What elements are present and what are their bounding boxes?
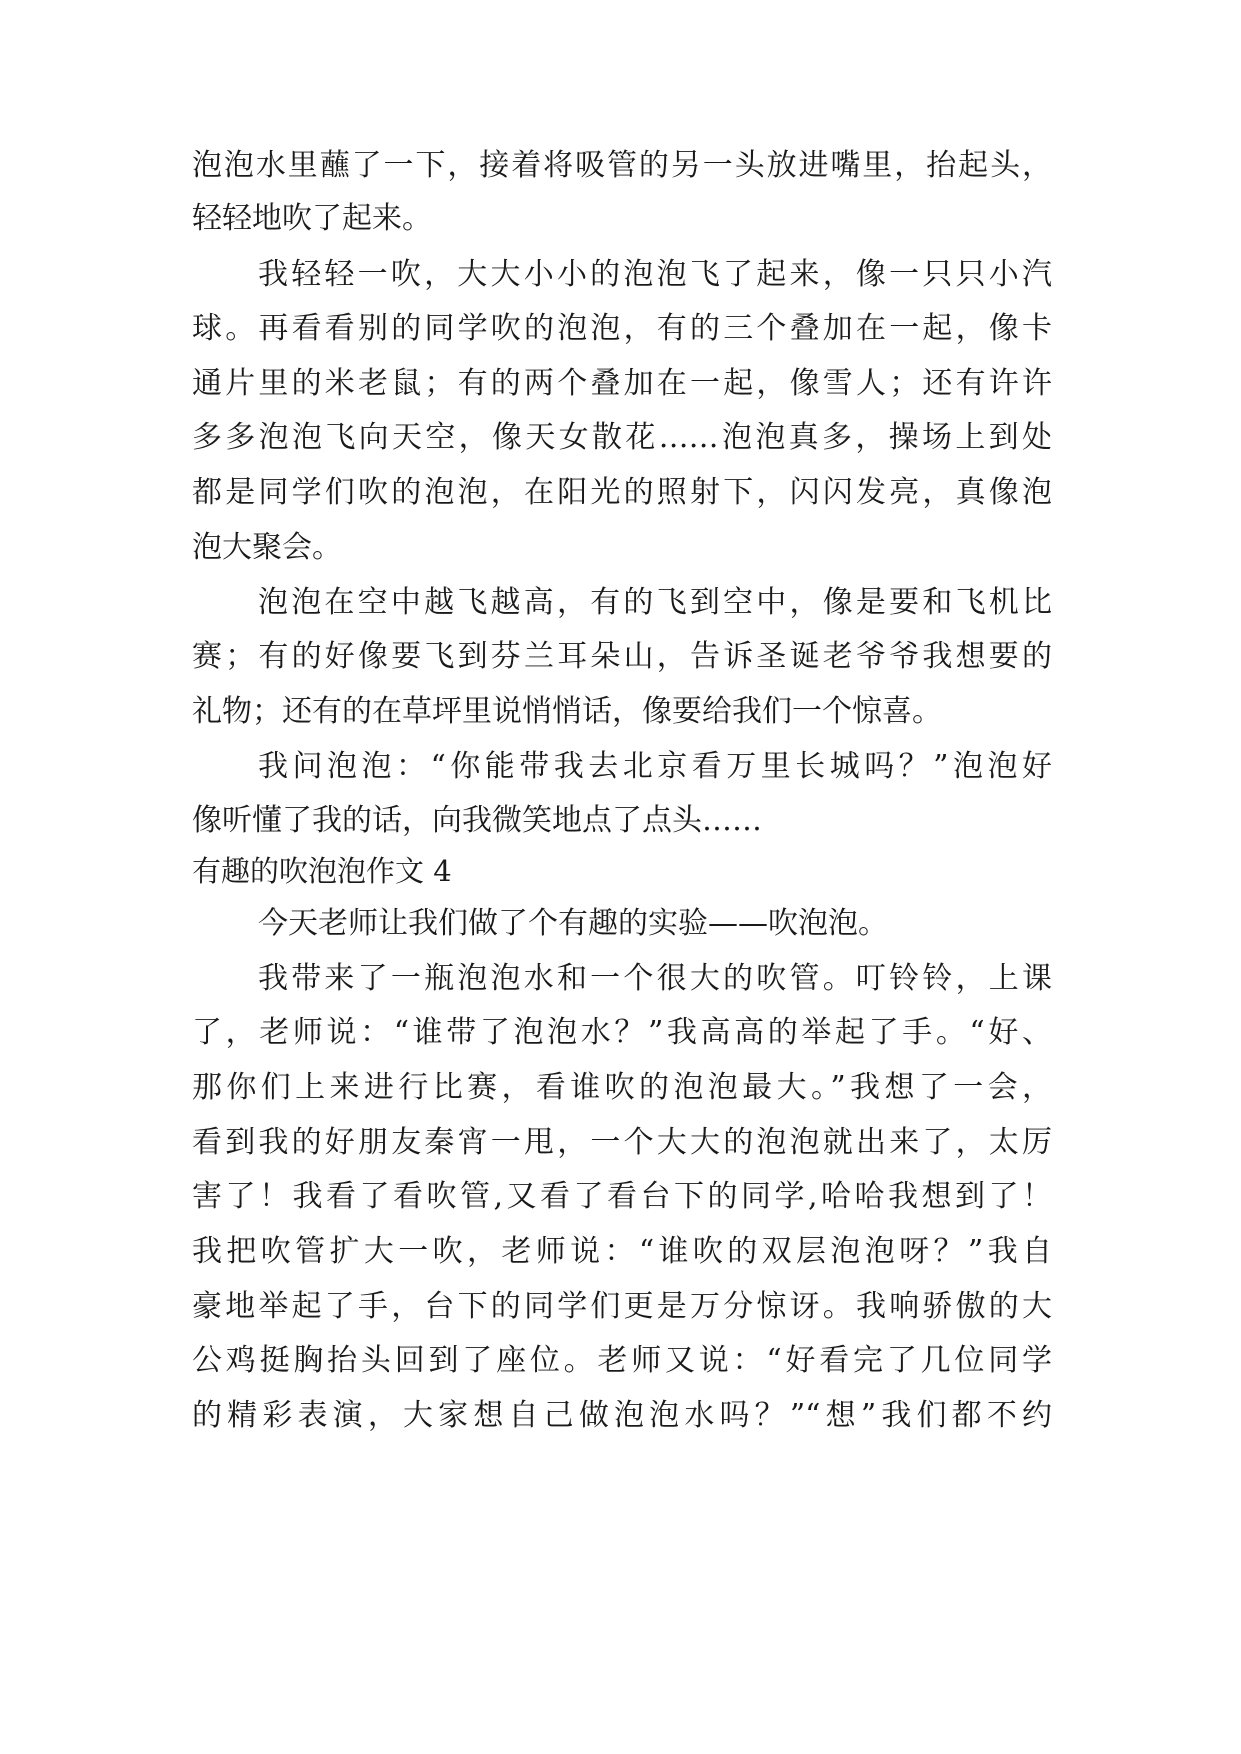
paragraph-line: 泡大聚会。 [192,530,342,565]
paragraph-line: 了，老师说：“谁带了泡泡水？”我高高的举起了手。“好、 [192,1015,1052,1050]
paragraph-line: 通片里的米老鼠；有的两个叠加在一起，像雪人；还有许许 [192,366,1052,401]
paragraph-line: 都是同学们吹的泡泡，在阳光的照射下，闪闪发亮，真像泡 [192,475,1052,510]
paragraph-line: 赛；有的好像要飞到芬兰耳朵山，告诉圣诞老爷爷我想要的 [192,639,1052,674]
paragraph-line: 像听懂了我的话，向我微笑地点了点头…… [192,803,762,838]
paragraph-line: 豪地举起了手，台下的同学们更是万分惊讶。我响骄傲的大 [192,1289,1052,1324]
section-heading: 有趣的吹泡泡作文 4 [192,854,452,888]
paragraph-line: 那你们上来进行比赛，看谁吹的泡泡最大。”我想了一会， [192,1070,1052,1105]
paragraph-line: 多多泡泡飞向天空，像天女散花……泡泡真多，操场上到处 [192,420,1052,455]
paragraph-line: 的精彩表演，大家想自己做泡泡水吗？”“想”我们都不约 [192,1398,1052,1433]
paragraph-line: 我问泡泡：“你能带我去北京看万里长城吗？”泡泡好 [258,749,1052,784]
paragraph-line: 害了！我看了看吹管,又看了看台下的同学,哈哈我想到了！ [192,1179,1052,1214]
paragraph-line: 看到我的好朋友秦宵一甩，一个大大的泡泡就出来了，太厉 [192,1125,1052,1160]
paragraph-line: 礼物；还有的在草坪里说悄悄话，像要给我们一个惊喜。 [192,694,942,729]
paragraph-line: 轻轻地吹了起来。 [192,201,432,236]
paragraph-line: 泡泡在空中越飞越高，有的飞到空中，像是要和飞机比 [258,585,1052,620]
paragraph-line: 泡泡水里蘸了一下，接着将吸管的另一头放进嘴里，抬起头， [192,148,1052,183]
paragraph-line: 我带来了一瓶泡泡水和一个很大的吹管。叮铃铃，上课 [258,961,1052,996]
paragraph-line: 我把吹管扩大一吹，老师说：“谁吹的双层泡泡呀？”我自 [192,1234,1052,1269]
paragraph-line: 今天老师让我们做了个有趣的实验——吹泡泡。 [258,906,888,941]
paragraph-line: 我轻轻一吹，大大小小的泡泡飞了起来，像一只只小汽 [258,257,1052,292]
paragraph-line: 公鸡挺胸抬头回到了座位。老师又说：“好看完了几位同学 [192,1343,1052,1378]
paragraph-line: 球。再看看别的同学吹的泡泡，有的三个叠加在一起，像卡 [192,311,1052,346]
